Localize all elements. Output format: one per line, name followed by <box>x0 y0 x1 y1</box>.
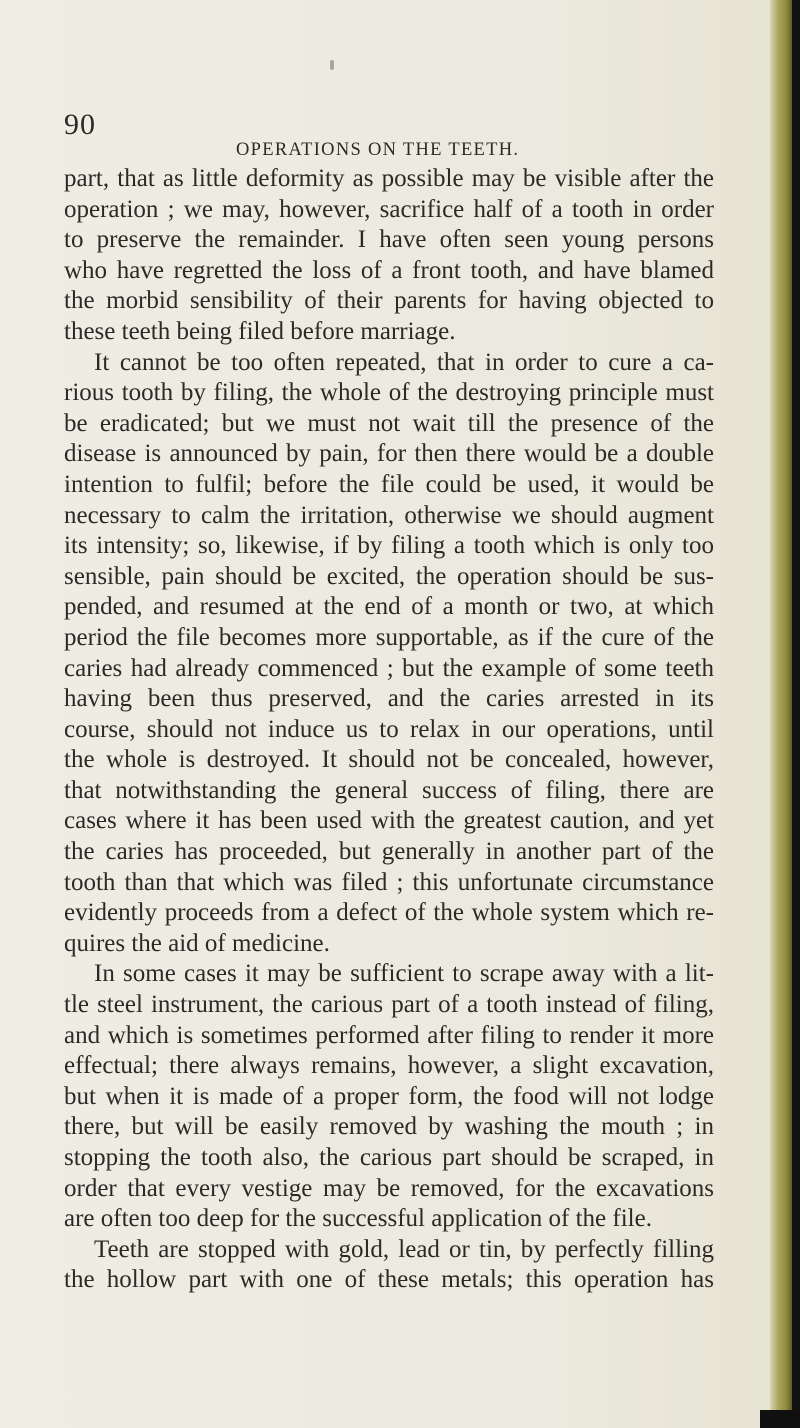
text-line: sensible, pain should be excited, the operation should be sus- <box>64 562 714 590</box>
text-line: course, should not induce us to relax in our operations, until <box>64 715 714 743</box>
text-line: quires the aid of medicine. <box>64 929 330 957</box>
text-line: these teeth being filed before marriage. <box>64 317 456 345</box>
text-line: caries had already commenced ; but the example of some teeth <box>64 654 714 682</box>
text-line: the hollow part with one of these metals; this operation has <box>64 1266 714 1294</box>
text-line: the caries has proceeded, but generally in another part of the <box>64 838 714 866</box>
text-line: be eradicated; but we must not wait till the presence of the <box>64 409 714 437</box>
text-line: its intensity; so, likewise, if by filing a tooth which is only too <box>64 532 714 560</box>
text-line: pended, and resumed at the end of a month or two, at which <box>64 593 714 621</box>
page-number: 90 <box>64 108 96 141</box>
text-line: cases where it has been used with the greatest caution, and yet <box>64 807 714 835</box>
text-line: Teeth are stopped with gold, lead or tin, by perfectly filling <box>94 1235 714 1263</box>
text-line: tle steel instrument, the carious part of a tooth instead of filing, <box>64 991 714 1019</box>
body-text <box>64 164 714 1296</box>
text-line: the whole is destroyed. It should not be concealed, however, <box>64 746 714 774</box>
text-line: who have regretted the loss of a front tooth, and have blamed <box>64 256 714 284</box>
text-line: rious tooth by filing, the whole of the destroying principle must <box>64 379 714 407</box>
text-line: having been thus preserved, and the caries arrested in its <box>64 685 714 713</box>
text-line: part, that as little deformity as possible may be visible after the <box>64 165 714 192</box>
page-speck <box>330 60 334 70</box>
text-line: there, but will be easily removed by washing the mouth ; in <box>64 1113 714 1141</box>
text-line: In some cases it may be sufficient to scrape away with a lit- <box>94 960 714 988</box>
text-line: but when it is made of a proper form, the food will not lodge <box>64 1082 714 1110</box>
text-line: the morbid sensibility of their parents for having objected to <box>64 287 714 315</box>
text-line: order that every vestige may be removed, for the excavations <box>64 1174 714 1202</box>
text-line: and which is sometimes performed after filing to render it more <box>64 1021 714 1049</box>
spine-edge <box>792 0 800 1428</box>
text-line: that notwithstanding the general success of filing, there are <box>64 776 714 804</box>
text-line: intention to fulfil; before the file could be used, it would be <box>64 470 714 498</box>
text-line: evidently proceeds from a defect of the whole system which re- <box>64 899 714 927</box>
text-line: effectual; there always remains, however, a slight excavation, <box>64 1052 714 1080</box>
running-head: OPERATIONS ON THE TEETH. <box>236 140 520 160</box>
text-line: disease is announced by pain, for then there would be a double <box>64 440 714 468</box>
corner-mark <box>760 1410 800 1428</box>
text-line: operation ; we may, however, sacrifice half of a tooth in order <box>64 195 714 223</box>
text-line: are often too deep for the successful application of the file. <box>64 1205 652 1233</box>
text-line: to preserve the remainder. I have often seen young persons <box>64 226 714 254</box>
text-line: necessary to calm the irritation, otherwise we should augment <box>64 501 714 529</box>
text-line: period the file becomes more supportable, as if the cure of the <box>64 623 714 651</box>
text-line: tooth than that which was filed ; this unfortunate circumstance <box>64 868 714 896</box>
text-line: It cannot be too often repeated, that in order to cure a ca- <box>94 348 714 376</box>
text-line: stopping the tooth also, the carious part should be scraped, in <box>64 1144 714 1171</box>
